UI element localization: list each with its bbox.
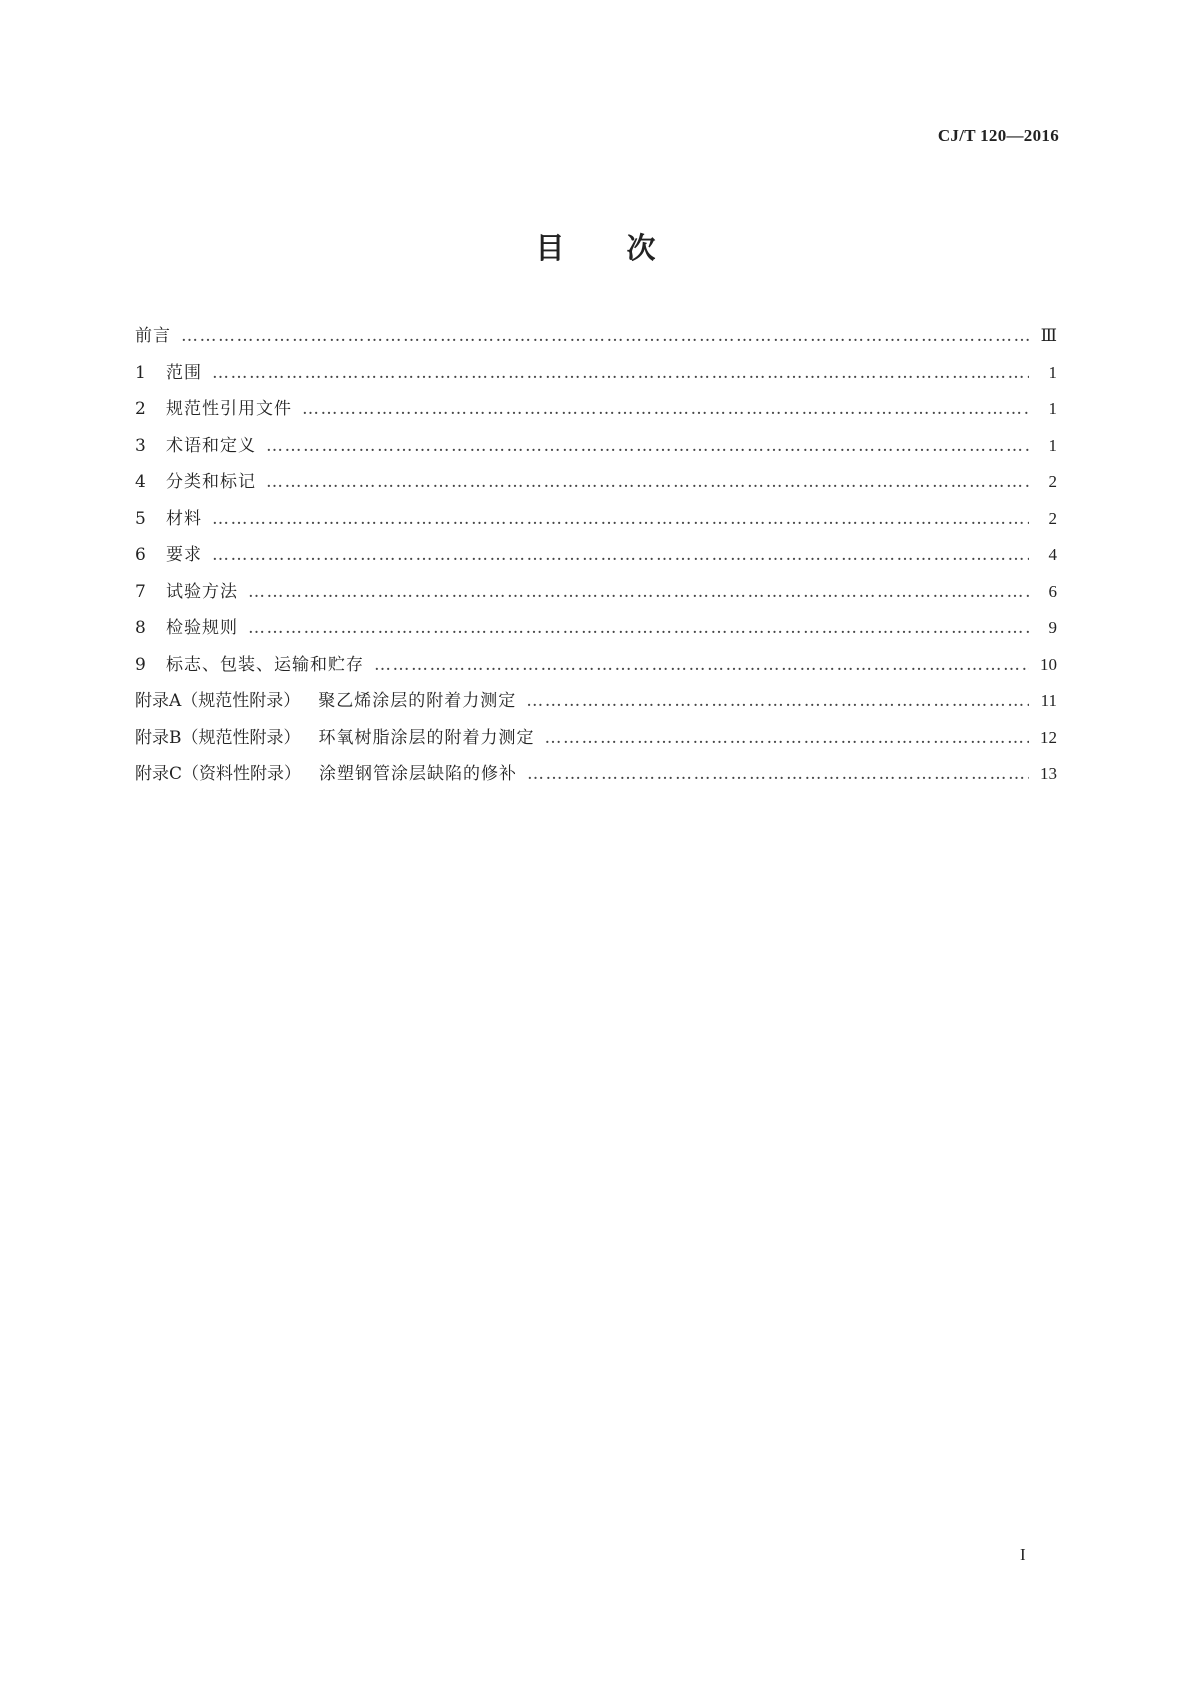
toc-leader-dots — [181, 326, 1029, 346]
toc-entry-appendix-prefix: 附录A（规范性附录） — [135, 691, 301, 711]
toc-leader-dots — [526, 691, 1029, 711]
toc-entry-page: 6 — [1048, 581, 1057, 601]
toc-entry-page: 9 — [1048, 618, 1057, 637]
toc-entry-appendix-b[interactable] — [135, 723, 1057, 760]
toc-entry-foreword[interactable] — [135, 321, 1057, 358]
toc-entry-label: 要求 — [166, 545, 202, 565]
toc-entry-appendix-prefix: 附录C（资料性附录） — [135, 764, 302, 784]
toc-leader-dots — [248, 582, 1029, 602]
toc-entry-page: 4 — [1048, 545, 1057, 564]
toc-entry-label: 标志、包装、运输和贮存 — [166, 654, 364, 675]
toc-entry-page: 1 — [1048, 399, 1057, 418]
toc-entry-number: 4 — [135, 472, 146, 492]
toc-leader-dots — [212, 545, 1029, 565]
toc-entry-9[interactable] — [135, 650, 1057, 687]
toc-entry-number: 1 — [135, 362, 146, 383]
toc-entry-label: 前言 — [135, 326, 171, 346]
toc-entry-page: Ⅲ — [1040, 326, 1057, 345]
toc-entry-8[interactable] — [135, 613, 1057, 650]
toc-entry-page: 2 — [1048, 472, 1057, 491]
toc-entry-label: 试验方法 — [166, 581, 238, 602]
standard-code: CJ/T 120—2016 — [937, 126, 1059, 145]
toc-leader-dots — [302, 399, 1029, 419]
toc-entry-label: 涂塑钢管涂层缺陷的修补 — [319, 764, 518, 784]
toc-entry-label: 分类和标记 — [166, 472, 256, 492]
toc-entry-appendix-prefix: 附录B（规范性附录） — [135, 727, 301, 748]
toc-entry-label: 环氧树脂涂层的附着力测定 — [318, 727, 535, 748]
toc-entry-number: 7 — [135, 581, 146, 602]
toc-entry-number: 5 — [135, 508, 146, 529]
toc-leader-dots — [545, 728, 1030, 748]
page-title: 目次 — [535, 231, 718, 265]
toc-entry-number: 2 — [135, 399, 146, 419]
toc-entry-label: 材料 — [166, 508, 202, 529]
toc-entry-label: 检验规则 — [166, 618, 238, 638]
toc-entry-page: 12 — [1040, 727, 1057, 747]
toc-entry-number: 6 — [135, 545, 146, 565]
toc-entry-7[interactable] — [135, 577, 1057, 614]
toc-entry-page: 1 — [1048, 362, 1057, 382]
toc-entry-page: 1 — [1048, 435, 1057, 455]
page-number: I — [1020, 1545, 1026, 1564]
toc-entry-3[interactable] — [135, 431, 1057, 468]
toc-leader-dots — [266, 436, 1029, 456]
toc-entry-number: 9 — [135, 654, 146, 675]
toc-entry-appendix-a[interactable] — [135, 686, 1057, 723]
toc-leader-dots — [212, 363, 1029, 383]
toc-entry-appendix-c[interactable] — [135, 759, 1057, 796]
toc-leader-dots — [527, 764, 1029, 784]
toc-entry-4[interactable] — [135, 467, 1057, 504]
toc-entry-page: 13 — [1040, 764, 1057, 783]
toc-entry-page: 11 — [1040, 691, 1057, 710]
toc-entry-label: 规范性引用文件 — [166, 399, 292, 419]
toc-entry-page: 10 — [1040, 654, 1057, 674]
toc-entry-1[interactable] — [135, 358, 1057, 395]
toc-entry-label: 术语和定义 — [166, 435, 256, 456]
toc-entry-label: 范围 — [166, 362, 202, 383]
toc-leader-dots — [212, 509, 1029, 529]
toc-leader-dots — [374, 655, 1029, 675]
toc-entry-number: 8 — [135, 618, 146, 638]
toc-leader-dots — [248, 618, 1029, 638]
toc-leader-dots — [266, 472, 1029, 492]
toc-entry-2[interactable] — [135, 394, 1057, 431]
toc-entry-page: 2 — [1048, 508, 1057, 528]
toc-entry-6[interactable] — [135, 540, 1057, 577]
table-of-contents — [135, 321, 1057, 796]
toc-entry-number: 3 — [135, 435, 146, 456]
toc-entry-5[interactable] — [135, 504, 1057, 541]
toc-entry-label: 聚乙烯涂层的附着力测定 — [318, 691, 517, 711]
